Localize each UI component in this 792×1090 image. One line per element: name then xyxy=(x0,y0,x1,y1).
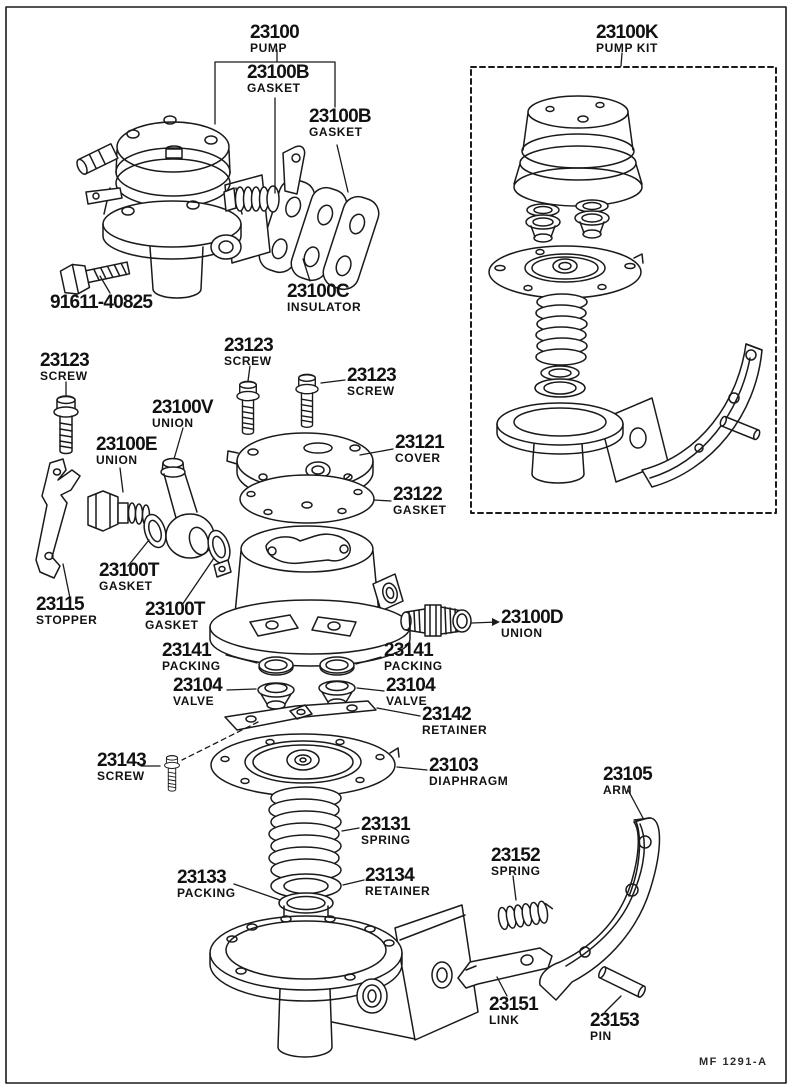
part-name: PUMP KIT xyxy=(596,41,658,55)
part-name: PUMP xyxy=(250,41,288,55)
part-name: DIAPHRAGM xyxy=(429,774,509,788)
kit-cover xyxy=(514,96,642,206)
part-name: LINK xyxy=(489,1013,520,1027)
packing-left xyxy=(259,657,293,675)
part-number: 23100V xyxy=(152,397,213,418)
screw-mid xyxy=(237,381,259,434)
part-number: 23100B xyxy=(247,62,309,83)
part-number: 23153 xyxy=(590,1010,639,1031)
part-number: 23131 xyxy=(361,814,410,835)
mounting-bolt xyxy=(60,253,132,296)
part-number: 23105 xyxy=(603,764,652,785)
page-code: MF 1291-A xyxy=(699,1056,768,1068)
small-spring xyxy=(497,900,554,930)
part-number: 23133 xyxy=(177,867,226,888)
part-number: 23123 xyxy=(347,365,396,386)
part-name: ARM xyxy=(603,783,633,797)
union-d xyxy=(401,605,471,636)
part-name: VALVE xyxy=(386,694,428,708)
main-spring xyxy=(269,787,341,881)
lower-body xyxy=(210,905,478,1057)
screw-small xyxy=(165,755,180,791)
part-number: 23115 xyxy=(36,594,84,615)
part-name: PIN xyxy=(590,1029,612,1043)
part-number: 23100K xyxy=(596,22,658,43)
kit-diaphragm xyxy=(489,246,643,298)
part-number: 23100D xyxy=(501,607,563,628)
kit-spring xyxy=(536,294,587,365)
packing-right xyxy=(320,657,354,675)
part-number: 23100 xyxy=(250,22,299,43)
part-number: 23123 xyxy=(40,350,89,371)
kit-arm xyxy=(642,344,762,487)
part-number: 23122 xyxy=(393,484,442,505)
part-number: 23104 xyxy=(173,675,222,696)
part-name: GASKET xyxy=(309,125,363,139)
part-number: 23103 xyxy=(429,755,478,776)
page-border xyxy=(6,7,786,1083)
part-number: 23152 xyxy=(491,845,540,866)
part-name: INSULATOR xyxy=(287,300,362,314)
part-number: 23123 xyxy=(224,335,273,356)
part-name: PACKING xyxy=(162,659,221,673)
part-number: 23100T xyxy=(145,599,205,620)
kit-retainer xyxy=(541,366,579,380)
part-number: 23141 xyxy=(384,640,433,661)
part-name: SPRING xyxy=(361,833,411,847)
part-number: 23141 xyxy=(162,640,211,661)
union-v xyxy=(161,459,214,559)
part-number: 23100C xyxy=(287,281,349,302)
part-name: SCREW xyxy=(224,354,272,368)
part-name: STOPPER xyxy=(36,613,98,627)
part-number: 23104 xyxy=(386,675,435,696)
cover-gasket xyxy=(240,475,374,523)
part-name: GASKET xyxy=(145,618,199,632)
part-name: RETAINER xyxy=(365,884,431,898)
screw-left xyxy=(54,396,78,454)
part-name: VALVE xyxy=(173,694,215,708)
part-name: RETAINER xyxy=(422,723,488,737)
pin xyxy=(597,966,646,998)
part-name: UNION xyxy=(96,453,138,467)
assembled-pump xyxy=(75,116,279,298)
part-name: COVER xyxy=(395,451,441,465)
stopper xyxy=(36,459,80,578)
part-name: UNION xyxy=(501,626,543,640)
part-name: SCREW xyxy=(40,369,88,383)
upper-body xyxy=(210,526,410,666)
part-number: 23100B xyxy=(309,106,371,127)
part-number: 23143 xyxy=(97,750,146,771)
part-number: 91611-40825 xyxy=(50,292,153,313)
part-name: SCREW xyxy=(97,769,145,783)
retainer-plate xyxy=(225,701,376,730)
valve-left xyxy=(258,683,294,709)
part-name: SCREW xyxy=(347,384,395,398)
part-name: GASKET xyxy=(393,503,447,517)
corrugated-nipple xyxy=(224,186,279,212)
link xyxy=(458,948,552,988)
part-name: PACKING xyxy=(384,659,443,673)
part-name: SPRING xyxy=(491,864,541,878)
part-name: UNION xyxy=(152,416,194,430)
part-number: 23142 xyxy=(422,704,471,725)
part-name: GASKET xyxy=(247,81,301,95)
part-number: 23134 xyxy=(365,865,414,886)
part-number: 23100T xyxy=(99,560,159,581)
part-number: 23100E xyxy=(96,434,157,455)
union-e xyxy=(88,491,150,531)
part-name: PACKING xyxy=(177,886,236,900)
part-number: 23151 xyxy=(489,994,538,1015)
screw-right xyxy=(296,374,318,427)
part-number: 23121 xyxy=(395,432,444,453)
part-name: GASKET xyxy=(99,579,153,593)
